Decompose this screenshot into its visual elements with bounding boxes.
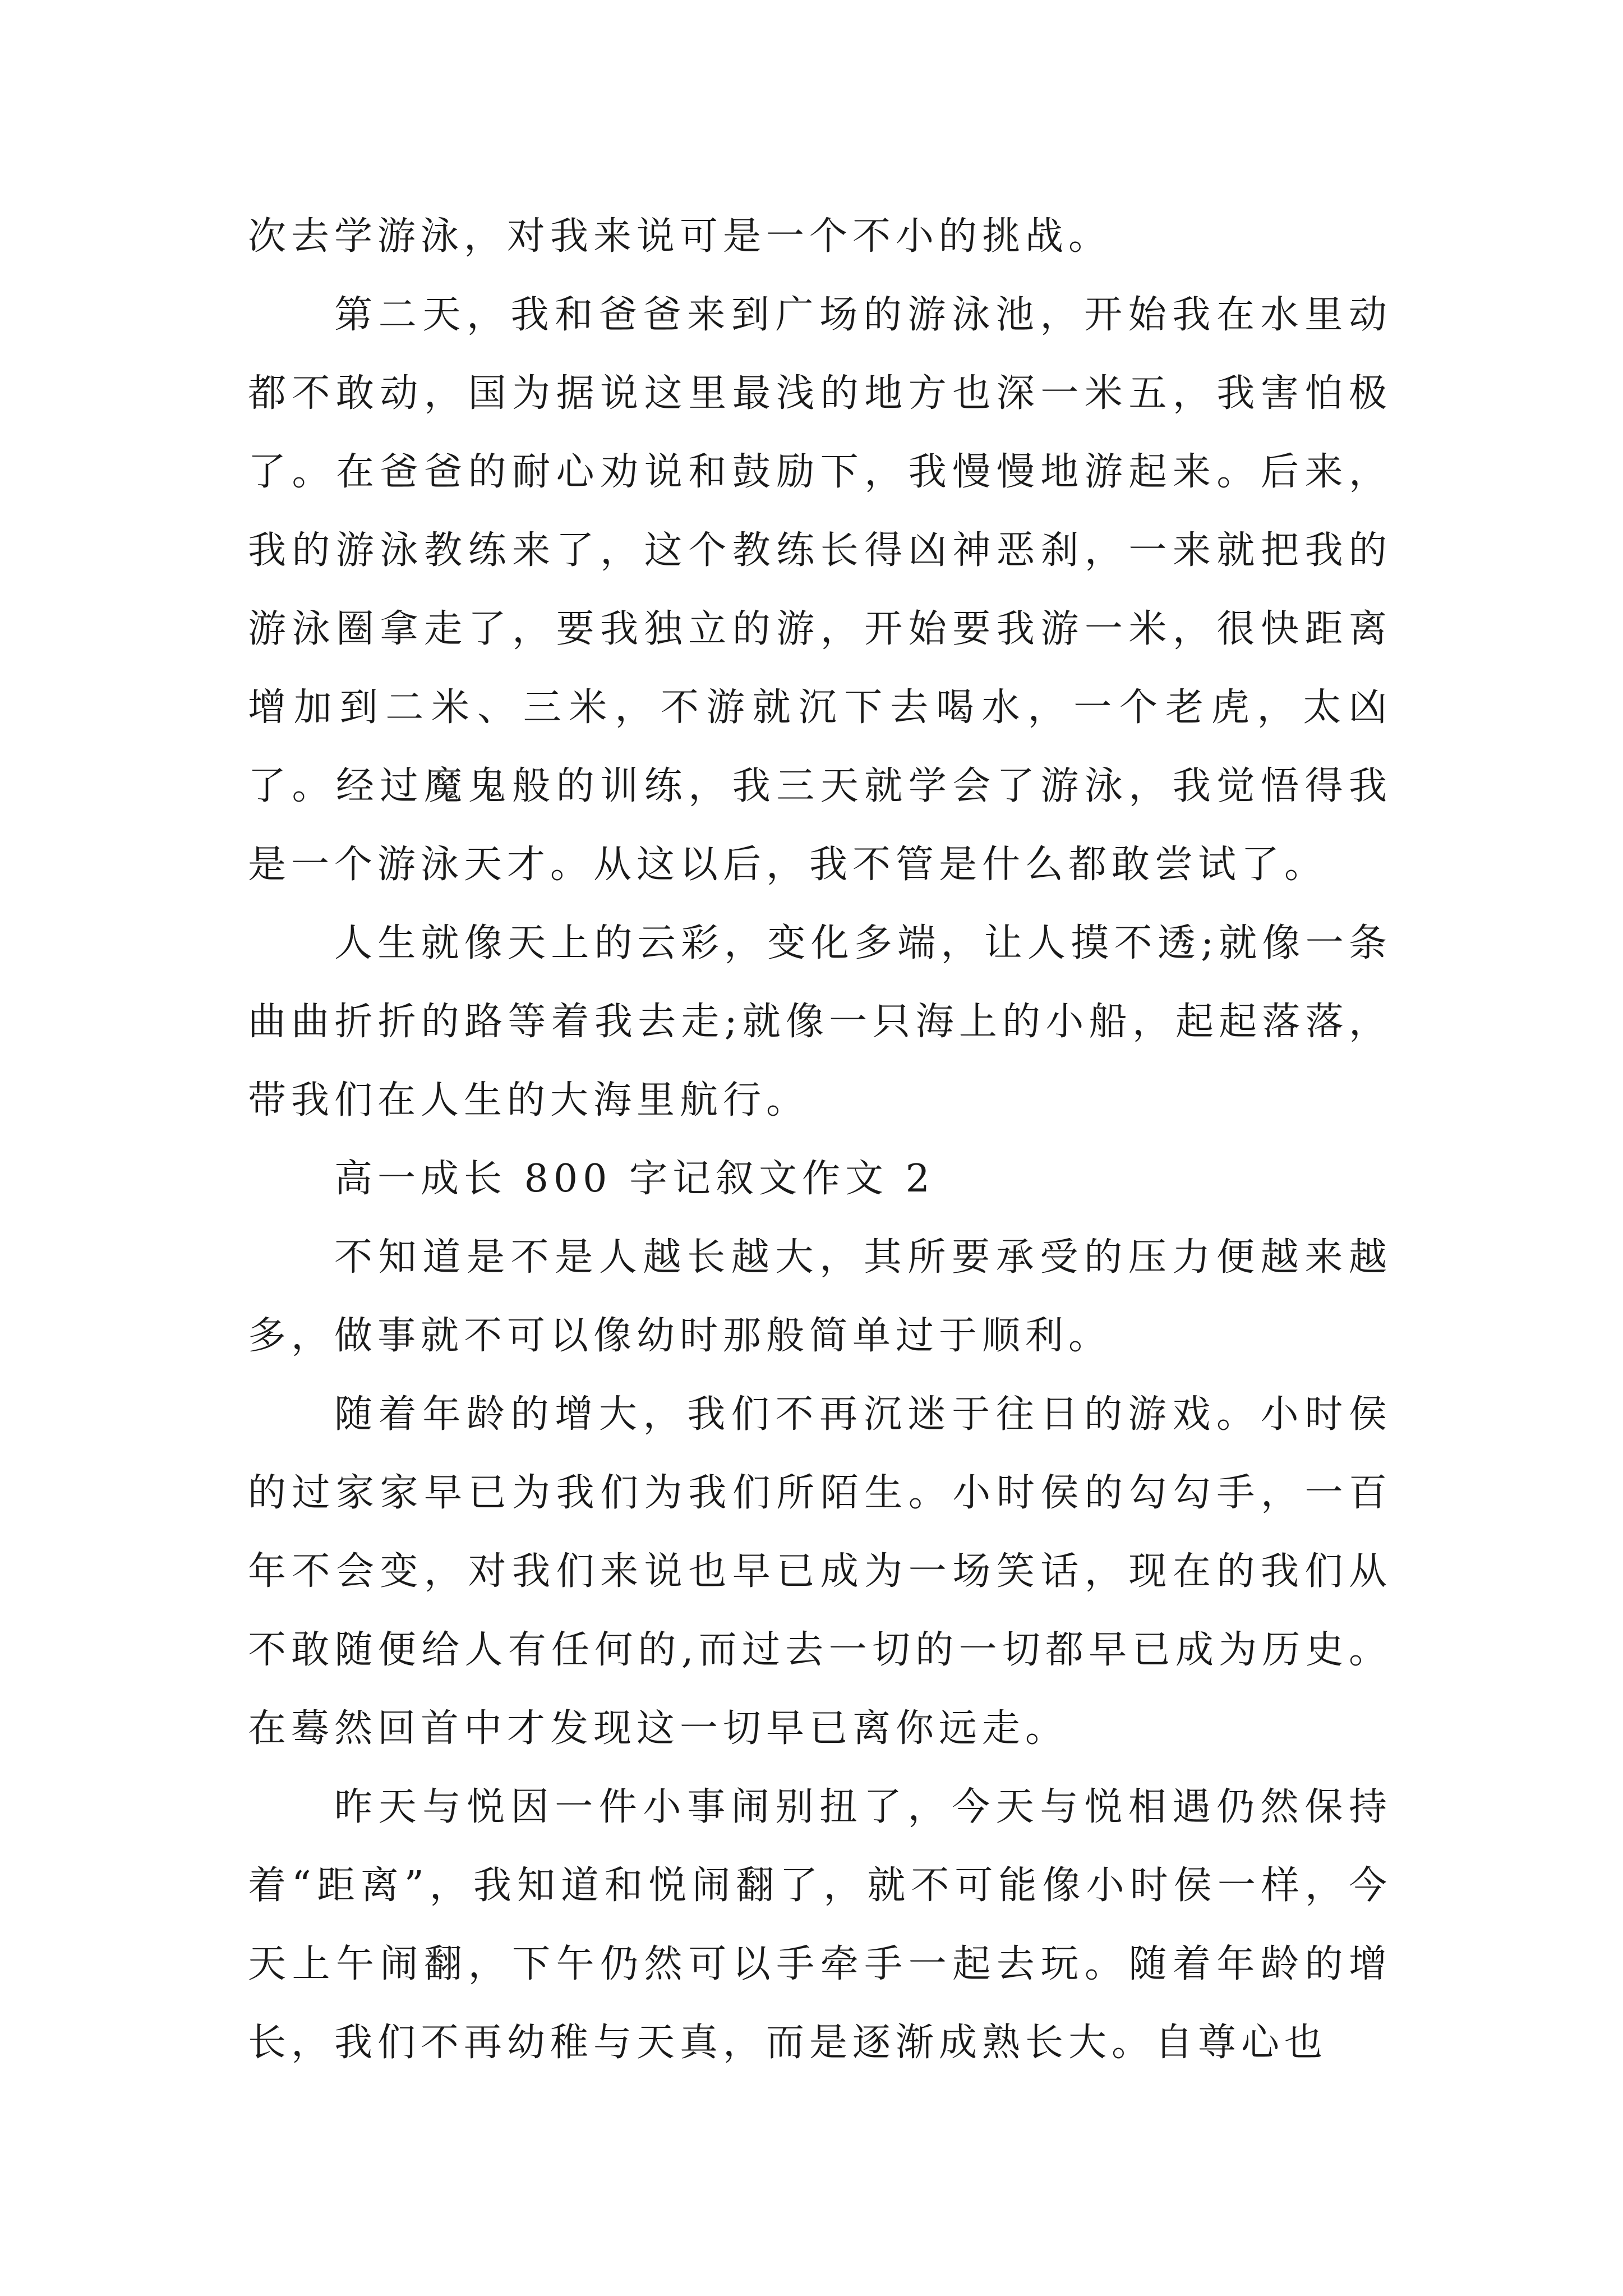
- essay-title: 高一成长 800 字记叙文作文 2: [334, 1157, 935, 1201]
- paragraph-second-day: 第二天，我和爸爸来到广场的游泳池，开始我在水里动都不敢动，国为据说这里最浅的地方也深一米五，我害怕极了。在爸爸的耐心劝说和鼓励下，我慢慢地游起来。后来，我的游泳教练来了，这个教练长得凶神恶刹，一来就把我的游泳圈拿走了，要我独立的游，开始要我游一米，很快距离增加到二米、三米，不游就沉下去喝水，一个老虎，太凶了。经过魔鬼般的训练，我三天就学会了游泳，我觉悟得我是一个游泳天才。从这以后，我不管是什么都敢尝试了。: [248, 293, 1392, 887]
- paragraph-life-clouds: 人生就像天上的云彩，变化多端，让人摸不透;就像一条曲曲折折的路等着我去走;就像一只海上的小船，起起落落，带我们在人生的大海里航行。: [248, 921, 1392, 1122]
- paragraph-age-games: 随着年龄的增大，我们不再沉迷于往日的游戏。小时侯的过家家早已为我们为我们所陌生。小时侯的勾勾手，一百年不会变，对我们来说也早已成为一场笑话，现在的我们从不敢随便给人有任何的,而过去一切的一切都早已成为历史。在蓦然回首中才发现这一切早已离你远走。: [248, 1392, 1392, 1751]
- paragraph-yesterday-yue: 昨天与悦因一件小事闹别扭了，今天与悦相遇仍然保持着“距离”，我知道和悦闹翻了，就不可能像小时侯一样，今天上午闹翻，下午仍然可以手牵手一起去玩。随着年龄的增长，我们不再幼稚与天真，而是逐渐成熟长大。自尊心也: [248, 1785, 1392, 2065]
- paragraph-continuation: 次去学游泳，对我来说可是一个不小的挑战。: [248, 214, 1112, 259]
- document-body: [248, 197, 1392, 2082]
- paragraph-pressure: 不知道是不是人越长越大，其所要承受的压力便越来越多，做事就不可以像幼时那般简单过于顺利。: [248, 1235, 1392, 1358]
